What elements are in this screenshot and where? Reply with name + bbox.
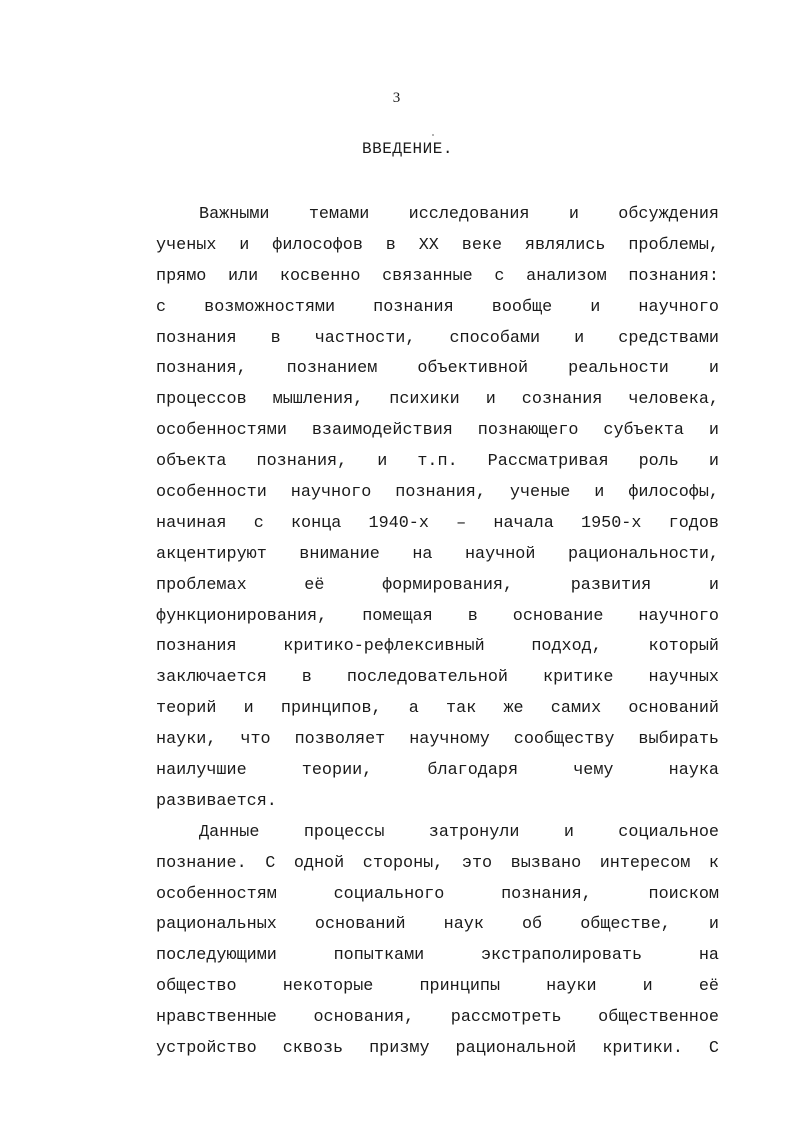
text-line: объекта познания, и т.п. Рассматривая роль и <box>156 452 719 472</box>
text-line: проблемах её формирования, развития и <box>156 575 719 595</box>
text-line: познания в частности, способами и средствами <box>156 328 719 348</box>
body-text <box>156 200 719 1065</box>
text-line: заключается в последовательной критике научных <box>156 668 719 688</box>
text-line: процессов мышления, психики и сознания человека, <box>156 390 719 410</box>
scan-speck <box>432 134 434 136</box>
page-number: 3 <box>392 90 401 106</box>
text-line: познание. С одной стороны, это вызвано интересом к <box>156 853 719 873</box>
text-line: теорий и принципов, а так же самих оснований <box>156 699 719 719</box>
paragraph-1 <box>156 200 719 818</box>
text-line: ученых и философов в XX веке являлись проблемы, <box>156 235 719 255</box>
text-line: познания, познанием объективной реальности и <box>156 359 719 379</box>
text-line: акцентируют внимание на научной рациональности, <box>156 544 719 564</box>
text-line: рациональных оснований наук об обществе, и <box>156 915 719 935</box>
text-line: Важными темами исследования и обсуждения <box>199 205 719 224</box>
text-line: начиная с конца 1940-х – начала 1950-х годов <box>156 513 719 533</box>
text-line: науки, что позволяет научному сообществу выбирать <box>156 730 719 750</box>
text-line: развивается. <box>156 791 277 811</box>
text-line: устройство сквозь призму рациональной критики. С <box>156 1039 719 1059</box>
text-line: Данные процессы затронули и социальное <box>199 822 719 842</box>
section-heading: ВВЕДЕНИЕ. <box>362 140 453 158</box>
text-line: особенности научного познания, ученые и философы, <box>156 483 719 503</box>
text-line: особенностями взаимодействия познающего субъекта и <box>156 421 719 441</box>
text-line: функционирования, помещая в основание научного <box>156 606 719 626</box>
text-line: последующими попытками экстраполировать на <box>156 946 719 966</box>
paragraph-2 <box>156 818 719 1065</box>
text-line: познания критико-рефлексивный подход, который <box>156 637 719 657</box>
text-line: наилучшие теории, благодаря чему наука <box>156 761 719 781</box>
text-line: особенностям социального познания, поиском <box>156 884 719 904</box>
text-line: нравственные основания, рассмотреть общественное <box>156 1008 719 1028</box>
text-line: прямо или косвенно связанные с анализом познания: <box>156 266 719 286</box>
text-line: с возможностями познания вообще и научного <box>156 297 719 317</box>
text-line: общество некоторые принципы науки и её <box>156 977 719 997</box>
